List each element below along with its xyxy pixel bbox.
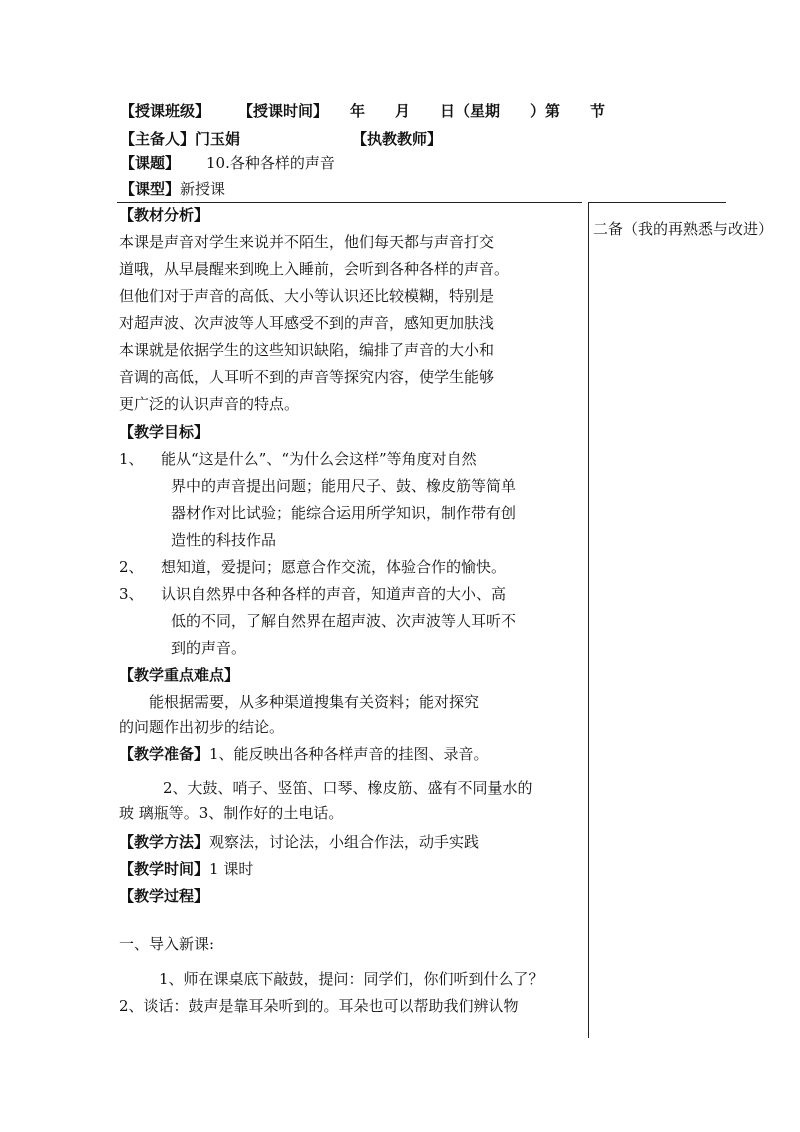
analysis-line: 道哦，从早晨醒来到晚上入睡前，会听到各种各样的声音。 [119, 260, 510, 278]
topic-value: 10.各种各样的声音 [206, 154, 335, 172]
analysis-line: 本课是声音对学生来说并不陌生，他们每天都与声音打交 [119, 233, 495, 251]
column-divider [588, 202, 589, 1038]
goal-1-line: 界中的声音提出问题；能用尺子、鼓、橡皮筋等简单 [171, 477, 517, 495]
goal-3 [119, 584, 506, 604]
goal-1 [119, 449, 477, 469]
topic-label: 【课题】 [120, 154, 181, 172]
time-text: 1 课时 [209, 860, 254, 878]
date-text: 年 月 日（星期 ）第 节 [350, 102, 606, 120]
goal-3-line: 认识自然界中各种各样的声音，知道声音的大小、高 [161, 585, 507, 603]
sidebar-note: 二备（我的再熟悉与改进） [593, 220, 774, 238]
header-row-3 [120, 152, 335, 173]
preparer-label: 【主备人】 [120, 130, 196, 148]
teacher-label: 【执教教师】 [352, 130, 443, 148]
method-title: 【教学方法】 [119, 833, 210, 851]
goal-3-number: 3、 [119, 585, 144, 603]
goal-1-number: 1、 [119, 450, 144, 468]
header-row-1 [120, 100, 605, 121]
goal-3-line: 到的声音。 [171, 639, 247, 657]
method-text: 观察法，讨论法，小组合作法，动手实践 [209, 833, 480, 851]
type-value: 新授课 [180, 180, 226, 198]
header-row-2 [120, 128, 442, 149]
goal-1-line: 造性的科技作品 [171, 531, 277, 549]
type-label: 【课型】 [120, 180, 181, 198]
intro-line-1: 1、师在课桌底下敲鼓，提问：同学们，你们听到什么了？ [159, 970, 544, 988]
class-label: 【授课班级】 [120, 102, 211, 120]
analysis-line: 音调的高低，人耳听不到的声音等探究内容，使学生能够 [119, 368, 495, 386]
goal-2-text: 想知道，爱提问；愿意合作交流，体验合作的愉快。 [161, 558, 507, 576]
intro-line-2: 2、谈话：鼓声是靠耳朵听到的。耳朵也可以帮助我们辨认物 [119, 997, 519, 1015]
key-line: 能根据需要，从多种渠道搜集有关资料；能对探究 [149, 693, 480, 711]
header-row-4 [120, 178, 225, 199]
time-row [119, 859, 253, 879]
prep-line-1: 1、能反映出各种各样声音的挂图、录音。 [209, 745, 489, 763]
analysis-line: 本课就是依据学生的这些知识缺陷，编排了声音的大小和 [119, 341, 495, 359]
side-top-rule [588, 202, 726, 203]
goal-1-line: 能从“这是什么”、“为什么会这样”等角度对自然 [161, 450, 477, 468]
goal-2 [119, 557, 506, 577]
prep-title: 【教学准备】 [119, 745, 210, 763]
table-top-rule [117, 202, 582, 203]
preparer-name: 门玉娟 [195, 130, 241, 148]
intro-title: 一、导入新课: [119, 935, 215, 953]
key-line: 的问题作出初步的结论。 [119, 718, 285, 736]
key-title: 【教学重点难点】 [119, 666, 240, 684]
prep-row [119, 744, 489, 764]
process-title: 【教学过程】 [119, 887, 210, 905]
goal-1-line: 器材作对比试验；能综合运用所学知识，制作带有创 [171, 504, 517, 522]
time-label: 【授课时间】 [238, 102, 329, 120]
analysis-title: 【教材分析】 [119, 206, 210, 224]
prep-line-2: 2、大鼓、哨子、竖笛、口琴、橡皮筋、盛有不同量水的 [163, 779, 533, 797]
analysis-line: 但他们对于声音的高低、大小等认识还比较模糊，特别是 [119, 287, 495, 305]
goals-title: 【教学目标】 [119, 423, 210, 441]
analysis-line: 对超声波、次声波等人耳感受不到的声音，感知更加肤浅 [119, 314, 495, 332]
time-title: 【教学时间】 [119, 860, 210, 878]
goal-3-line: 低的不同，了解自然界在超声波、次声波等人耳听不 [171, 612, 517, 630]
method-row [119, 832, 479, 852]
goal-2-number: 2、 [119, 558, 144, 576]
analysis-line: 更广泛的认识声音的特点。 [119, 395, 300, 413]
prep-line-3: 玻 璃瓶等。3、制作好的土电话。 [119, 804, 344, 822]
